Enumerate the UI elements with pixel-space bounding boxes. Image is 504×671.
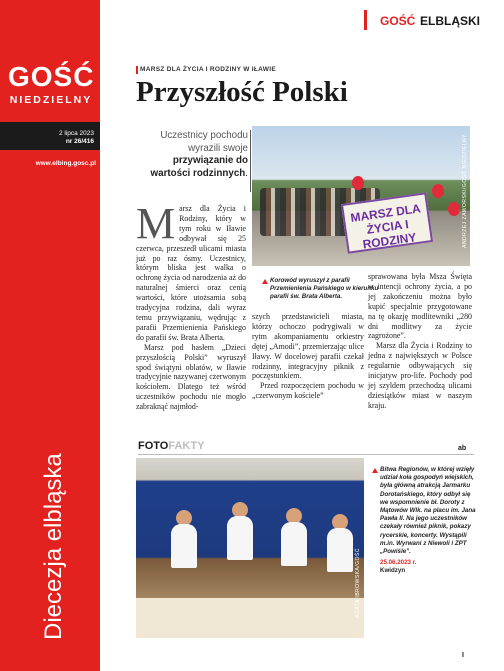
balloon <box>432 184 444 198</box>
fotofakty-heading <box>138 440 204 452</box>
section-title-vertical: Diecezja elbląska <box>40 453 67 640</box>
col1-paragraph-2: Marsz pod hasłem „Dzieci przyszłością Polski” wyruszył spod świątyni oblatów, w Iławie tradycyjnie nazywanej czerwonym kościołem. Dlatego też wśród uczestników pochodu nie mogło zabraknąć najmłod- <box>136 342 246 412</box>
gosc-niedzielny-logo <box>0 58 100 118</box>
march-banner: MARSZ DLA ŻYCIA I RODZINY <box>341 192 433 253</box>
text-column-3 <box>368 272 472 411</box>
fair-photo <box>136 458 364 638</box>
red-sidebar <box>0 0 100 671</box>
col2-paragraph-2: Przed rozpoczęciem pochodu w „czerwonym kościele” <box>252 381 364 401</box>
fotofakty-date: 25.06.2023 r. <box>380 559 417 567</box>
person <box>227 516 253 560</box>
person <box>171 524 197 568</box>
lead-end: . <box>245 167 248 179</box>
person <box>327 528 353 572</box>
kicker-accent <box>136 66 138 74</box>
logo-niedzielny-text: NIEDZIELNY <box>9 94 93 106</box>
balloon <box>352 176 364 190</box>
lead-normal: Uczestnicy pochodu wyrazili swoje <box>160 130 248 154</box>
fotofakty-divider <box>138 454 474 455</box>
photo-credit: ANDRZEJ ZAWORSKI/GOŚĆ NIEDZIELNY <box>462 134 468 248</box>
issue-number: nr 26/416 <box>65 138 94 145</box>
col3-paragraph-2: Marsz dla Życia i Rodziny to jedna z największych w Polsce regularnie odbywających się inicjatyw pro-life. Pochody pod jej szyldem przechodzą ulicami dziesiątków miast w naszym kraju. <box>368 341 472 410</box>
lead-bold: przywiązanie do wartości rodzinnych <box>150 155 248 179</box>
article-lead <box>136 130 248 180</box>
march-photo <box>252 126 470 266</box>
fair-table <box>136 598 364 638</box>
balloon <box>448 202 460 216</box>
issue-info <box>0 122 100 150</box>
brand-accent-bar <box>364 10 367 30</box>
logo-gosc-text: GOŚĆ <box>8 61 95 92</box>
fotofakty-foto: FOTO <box>138 440 169 452</box>
photo2-credit: AGATA IBROWSKA/GOŚĆ <box>355 548 361 618</box>
col1-paragraph-1: arsz dla Życia i Rodziny, który w tym roku w Iławie odbywał się 25 czerwca, przeszedł ulicami miasta już po raz ósmy. Uczestnicy, którym bliska jest walka o ochronę życia od narodzenia aż do naturalnej śmierci oraz cenią wartości, które utożsamia sobą tradycyjna rodzina, dali wyraz temu przywiązaniu, wędrując z parafii Przemienienia Pańskiego do parafii św. Brata Alberta. <box>136 204 246 342</box>
col2-paragraph-1: szych przedstawicieli miasta, którzy ochoczo podrygiwali w rytm akompaniamentu orkiestry dętej „Amodi”, przemierzając ulice Iławy. W docelowej parafii czekał rodzinny, integracyjny piknik z poczęstunkiem. <box>252 312 364 381</box>
text-column-1 <box>136 199 246 412</box>
author-signature: ab <box>458 445 467 452</box>
fotofakty-caption <box>372 466 480 576</box>
person <box>281 522 307 566</box>
drop-cap: M <box>136 199 176 248</box>
text-column-2 <box>252 312 364 401</box>
website-link[interactable]: www.elbing.gosc.pl <box>35 160 96 167</box>
article-title: Przyszłość Polski <box>136 76 348 108</box>
fotofakty-place: Kwidzyn <box>380 567 406 575</box>
col3-paragraph-1: sprawowana była Msza Święta w intencji ochrony życia, a po jej zakończeniu można było kupić specjalnie przygotowane na tę okazję modlitewniki „280 dni modlitwy za życie zagrożone”. <box>368 272 472 341</box>
fotofakty-caption-text: Bitwa Regionów, w której wzięły udział koła gospodyń wiejskich, była główną atrakcją Jarmarku Dorotańskiego, który odbył się we wspomnienie bł. Doroty z Mątowów Wlk. na placu im. Jana Pawła II. Na jego uczestników czekały również piknik, pokazy rycerskie, koncerty. Wystąpili m.in. Wyrwani z Niewoli i ZPT „Powiśle”. <box>380 466 476 556</box>
article-kicker: MARSZ DLA ŻYCIA I RODZINY W IŁAWIE <box>140 66 276 73</box>
brand-gosc: GOŚĆ <box>380 14 416 28</box>
brand-region: ELBLĄSKI <box>420 14 480 28</box>
lead-divider <box>250 130 251 192</box>
page-number: I <box>462 652 464 659</box>
photo-caption: Korowód wyruszył z parafii Przemienienia Pańskiego w kierunku parafii św. Brata Alberta. <box>270 277 379 300</box>
fotofakty-fakty: FAKTY <box>168 440 205 452</box>
issue-date: 2 lipca 2023 <box>58 130 94 137</box>
brand-header <box>364 0 504 40</box>
